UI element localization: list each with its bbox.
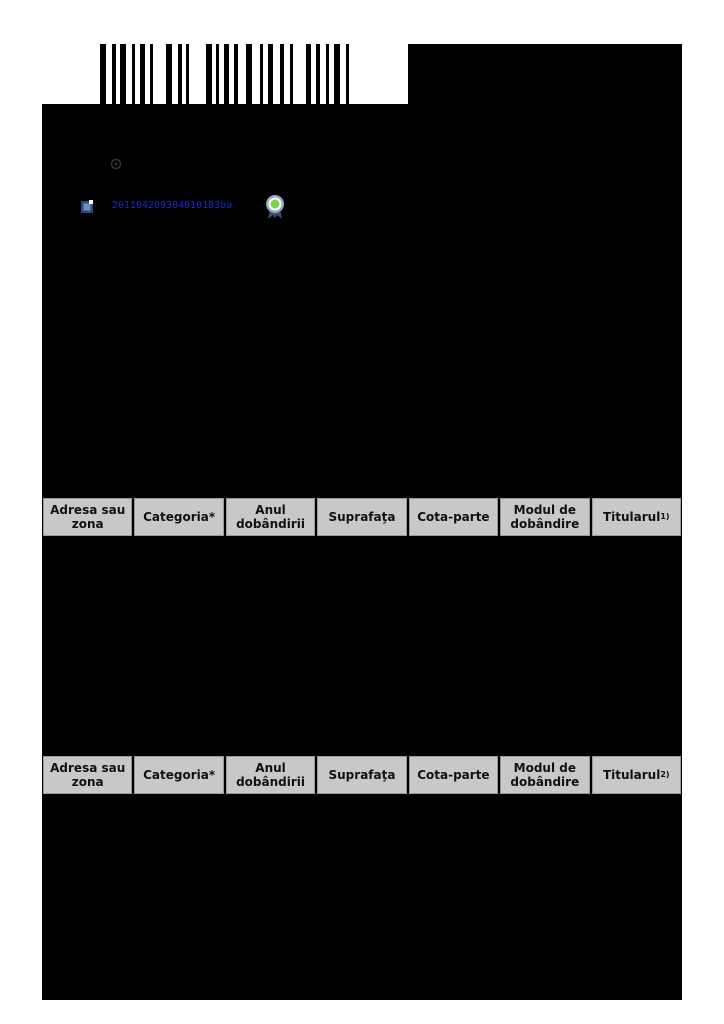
barcode-bar (140, 44, 145, 104)
table-header-row-2 (43, 756, 681, 794)
barcode (100, 44, 360, 104)
barcode-bar (334, 44, 340, 104)
header-area: Suprafaţa (317, 498, 406, 536)
document-icon (80, 199, 94, 214)
header-acquisition-mode: Modul de dobândire (500, 498, 589, 536)
barcode-bar (234, 44, 238, 104)
header-share: Cota-parte (409, 498, 498, 536)
barcode-bar (112, 44, 116, 104)
barcode-bar (290, 44, 293, 104)
barcode-bar (268, 44, 273, 104)
barcode-bar (206, 44, 212, 104)
barcode-bar (224, 44, 229, 104)
header-year: Anul dobândirii (226, 498, 315, 536)
barcode-bar (346, 44, 349, 104)
header-holder: Titularul 2) (592, 756, 681, 794)
barcode-bar (316, 44, 320, 104)
header-year: Anul dobândirii (226, 756, 315, 794)
barcode-bar (306, 44, 311, 104)
header-category: Categoria* (134, 498, 223, 536)
barcode-bar (100, 44, 106, 104)
header-category: Categoria* (134, 756, 223, 794)
document-id: 201104209304010183ba (112, 200, 233, 211)
barcode-bar (166, 44, 172, 104)
barcode-bar (132, 44, 135, 104)
barcode-bar (246, 44, 252, 104)
header-address: Adresa sau zona (43, 498, 132, 536)
barcode-bar (216, 44, 219, 104)
barcode-bar (280, 44, 284, 104)
header-area: Suprafaţa (317, 756, 406, 794)
certified-seal-icon (265, 194, 285, 220)
header-holder: Titularul 1) (592, 498, 681, 536)
header-holder-label: Titularul (602, 768, 661, 782)
table-header-row-1 (43, 498, 681, 536)
barcode-bar (178, 44, 182, 104)
header-address: Adresa sau zona (43, 756, 132, 794)
barcode-bar (260, 44, 263, 104)
header-holder-label: Titularul (602, 510, 661, 524)
header-share: Cota-parte (409, 756, 498, 794)
barcode-bar (326, 44, 329, 104)
stamp-mark-icon (110, 158, 122, 170)
barcode-bar (150, 44, 153, 104)
barcode-bar (186, 44, 189, 104)
header-acquisition-mode: Modul de dobândire (500, 756, 589, 794)
barcode-bar (120, 44, 126, 104)
